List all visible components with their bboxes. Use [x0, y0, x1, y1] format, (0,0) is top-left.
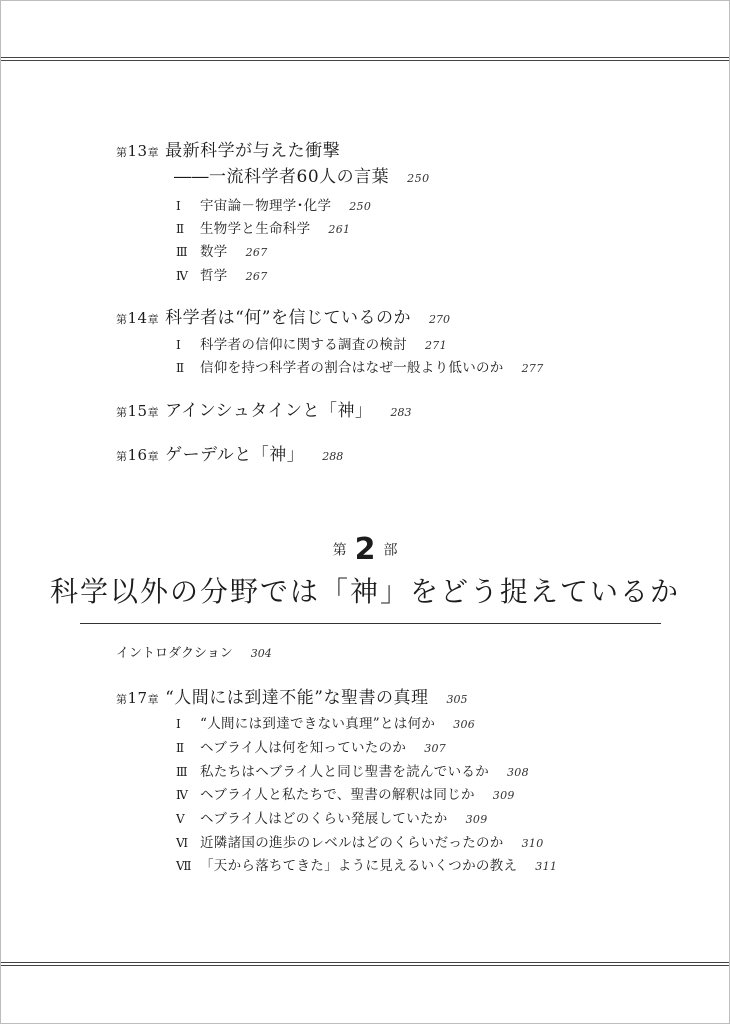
section-title: 私たちはヘブライ人と同じ聖書を読んでいるか: [200, 764, 489, 780]
page-number: 309: [492, 789, 515, 802]
chapter-title: 科学者は“何”を信じているのか: [165, 308, 411, 328]
section-numeral: Ⅲ: [176, 765, 188, 779]
chapter-label: 第14章: [116, 309, 160, 327]
page-number: 306: [453, 718, 476, 731]
toc-chapter-17[interactable]: [116, 683, 467, 708]
toc-section[interactable]: [176, 736, 446, 756]
part-prefix: 第: [332, 542, 347, 559]
part-number: 2: [354, 532, 376, 567]
page-number: 250: [349, 200, 372, 213]
section-numeral: Ⅶ: [176, 859, 192, 873]
toc-chapter-14[interactable]: [116, 303, 450, 328]
section-title: 生物学と生命科学: [200, 221, 311, 237]
toc-section[interactable]: [176, 760, 529, 780]
section-numeral: Ⅳ: [176, 788, 189, 802]
section-title: ヘブライ人と私たちで、聖書の解釈は同じか: [200, 787, 475, 803]
chapter-subtitle: ――一流科学者60人の言葉: [174, 167, 390, 187]
toc-section[interactable]: [176, 264, 268, 284]
chapter-label: 第16章: [116, 446, 160, 464]
part-divider: [80, 623, 661, 624]
section-title: 哲学: [200, 268, 228, 284]
part-title: 科学以外の分野では「神」をどう捉えているか: [49, 575, 680, 608]
chapter-title: ゲーデルと「神」: [165, 445, 305, 465]
toc-section[interactable]: [176, 217, 350, 237]
page-number: 288: [322, 450, 344, 463]
toc-chapter-16[interactable]: [116, 440, 343, 465]
page-number: 307: [424, 742, 447, 755]
page-number: 270: [428, 313, 450, 326]
page-number: 311: [535, 860, 558, 873]
section-numeral: Ⅰ: [176, 199, 182, 213]
toc-section[interactable]: [176, 712, 475, 732]
section-numeral: Ⅱ: [176, 361, 185, 375]
chapter-label: 第15章: [116, 402, 160, 420]
page-number: 277: [521, 362, 544, 375]
section-numeral: Ⅴ: [176, 812, 185, 826]
toc-section[interactable]: [176, 807, 488, 827]
section-numeral: Ⅱ: [176, 741, 185, 755]
page-number: 308: [507, 766, 529, 779]
bottom-rule: [1, 962, 729, 963]
toc-section[interactable]: [176, 333, 447, 353]
toc-chapter-13[interactable]: [116, 136, 340, 161]
page-number: 309: [465, 813, 488, 826]
page-number: 283: [390, 406, 412, 419]
section-title: 宇宙論－物理学･化学: [200, 198, 332, 214]
page-number: 267: [245, 246, 268, 259]
page-number: 304: [250, 647, 272, 660]
section-numeral: Ⅰ: [176, 717, 182, 731]
section-numeral: Ⅱ: [176, 222, 185, 236]
toc-chapter-15[interactable]: [116, 396, 411, 421]
bottom-rule: [1, 965, 729, 966]
chapter-label: 第17章: [116, 689, 160, 707]
section-numeral: Ⅲ: [176, 245, 188, 259]
toc-section[interactable]: [176, 831, 544, 851]
section-title: 信仰を持つ科学者の割合はなぜ一般より低いのか: [200, 360, 504, 376]
part-suffix: 部: [383, 542, 398, 559]
section-numeral: Ⅳ: [176, 269, 189, 283]
page-number: 250: [407, 172, 430, 185]
part-heading: [0, 532, 730, 567]
section-title: “人間には到達できない真理”とは何か: [200, 716, 436, 732]
chapter-title: 最新科学が与えた衝撃: [165, 141, 341, 161]
section-numeral: Ⅵ: [176, 836, 189, 850]
chapter-title: アインシュタインと「神」: [165, 401, 373, 421]
toc-section[interactable]: [176, 194, 371, 214]
section-numeral: Ⅰ: [176, 338, 182, 352]
page-number: 267: [245, 270, 268, 283]
section-title: 近隣諸国の進歩のレベルはどのくらいだったのか: [200, 835, 504, 851]
section-title: 数学: [200, 244, 228, 260]
chapter-label: 第13章: [116, 142, 160, 160]
toc-section[interactable]: [176, 240, 268, 260]
intro-title: イントロダクション: [116, 646, 233, 661]
section-title: ヘブライ人は何を知っていたのか: [200, 740, 407, 756]
top-rule: [1, 57, 729, 58]
section-title: 科学者の信仰に関する調査の検討: [200, 337, 407, 353]
section-title: ヘブライ人はどのくらい発展していたか: [200, 811, 448, 827]
page-number: 261: [328, 223, 351, 236]
chapter-subtitle-row: [174, 162, 430, 187]
toc-section[interactable]: [176, 356, 544, 376]
page-number: 271: [425, 339, 447, 352]
page-number: 305: [446, 693, 468, 706]
toc-section[interactable]: [176, 783, 515, 803]
toc-introduction[interactable]: [116, 642, 272, 661]
section-title: 「天から落ちてきた」ように見えるいくつかの教え: [200, 858, 518, 874]
toc-section[interactable]: [176, 854, 557, 874]
chapter-title: “人間には到達不能”な聖書の真理: [165, 688, 429, 708]
page-number: 310: [521, 837, 544, 850]
top-rule: [1, 60, 729, 61]
